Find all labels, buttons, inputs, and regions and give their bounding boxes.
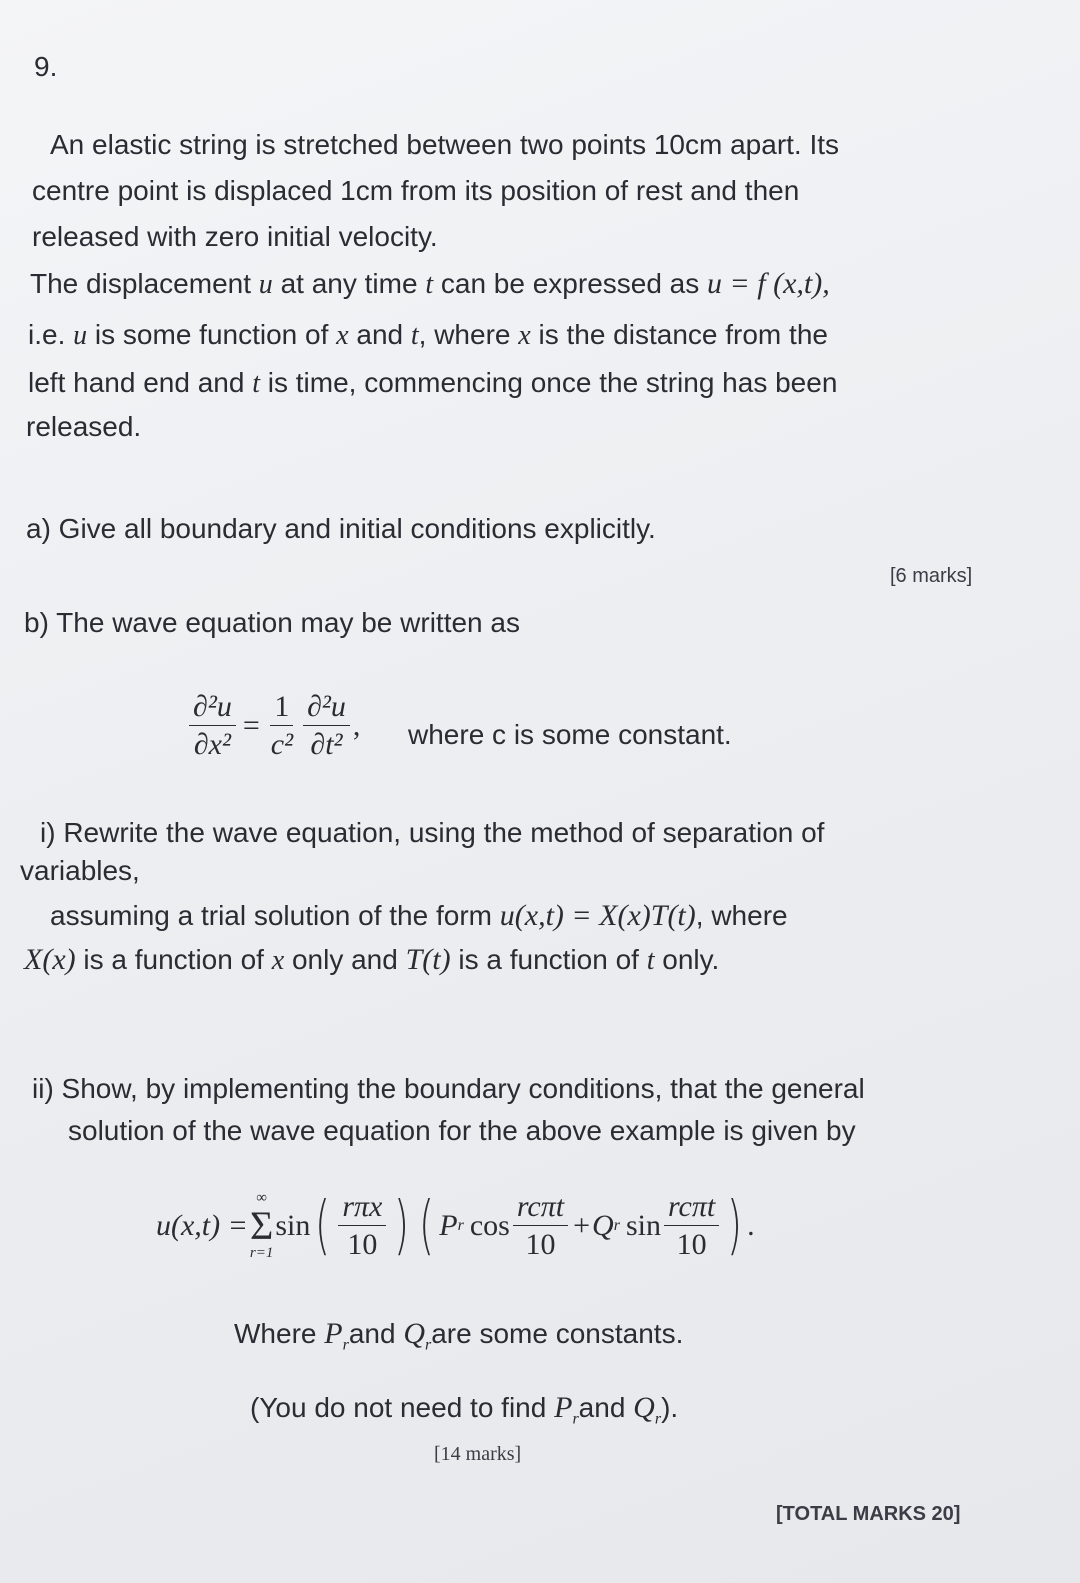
part-b-ii-line-1: ii) Show, by implementing the boundary conditions, that the general <box>32 1073 865 1104</box>
intro-line-2: centre point is displaced 1cm from its position of rest and then <box>32 175 800 206</box>
part-b-i-line-4: X(x) is a function of x only and T(t) is a function of t only. <box>24 943 720 976</box>
one-over-c2-fraction: $\frac{1}{\text{c²}}$ <box>270 690 294 761</box>
part-b-ii-marks: [14 marks] <box>434 1443 522 1465</box>
part-b-i-line-3: assuming a trial solution of the form u(x,t) = X(x)T(t), where <box>50 899 788 932</box>
left-hand-end-line: left hand end and t is time, commencing once the string has been <box>28 367 838 399</box>
part-b-ii-line-2: solution of the wave equation for the above example is given by <box>68 1115 856 1146</box>
part-b-i-line-1: i) Rewrite the wave equation, using the method of separation of <box>40 817 825 848</box>
displacement-line: The displacement u at any time t can be expressed as u = f (x,t), <box>30 267 830 300</box>
ie-line: i.e. u is some function of x and t, where x is the distance from the <box>28 319 828 351</box>
wave-equation: $\frac{\text{∂²u}}{\text{∂x²}}$ = $\frac{1}{\text{c²}}$ $\frac{\text{∂²u}}{\text{∂t²}}$ , <box>186 690 360 761</box>
released-line: released. <box>26 411 142 442</box>
intro-line-1: An elastic string is stretched between two points 10cm apart. Its <box>50 129 840 160</box>
part-b-i-line-2: variables, <box>20 855 140 886</box>
no-need-note: (You do not need to find $P_rand$ $Q_r$). <box>250 1391 679 1428</box>
intro-line-3: released with zero initial velocity. <box>32 221 438 252</box>
part-b-text: b) The wave equation may be written as <box>24 607 520 638</box>
question-number: 9. <box>34 51 58 82</box>
part-a-text: a) Give all boundary and initial conditions explicitly. <box>26 513 656 544</box>
wave-equation-where: where c is some constant. <box>408 719 732 750</box>
d2u-dt2-fraction: $\frac{\text{∂²u}}{\text{∂t²}}$ <box>303 690 350 761</box>
part-a-marks: [6 marks] <box>890 565 973 587</box>
d2u-dx2-fraction: $\frac{\text{∂²u}}{\text{∂x²}}$ <box>189 690 236 761</box>
summation-symbol: ∞ Σ r=1 <box>249 1189 274 1261</box>
constants-note: Where $P_rand$ $Q_rare$ some constants. <box>234 1317 684 1354</box>
general-solution-equation: u(x,t) = ∞ Σ r=1 sin ( $\frac{\text{rπx}}{10}$ ) ( P r cos $\frac{\text{rcπt}}{10}$ + Q r sin $\frac{\text{rcπt}}{10}$ ) . <box>156 1188 755 1263</box>
total-marks: [TOTAL MARKS 20] <box>776 1503 961 1525</box>
